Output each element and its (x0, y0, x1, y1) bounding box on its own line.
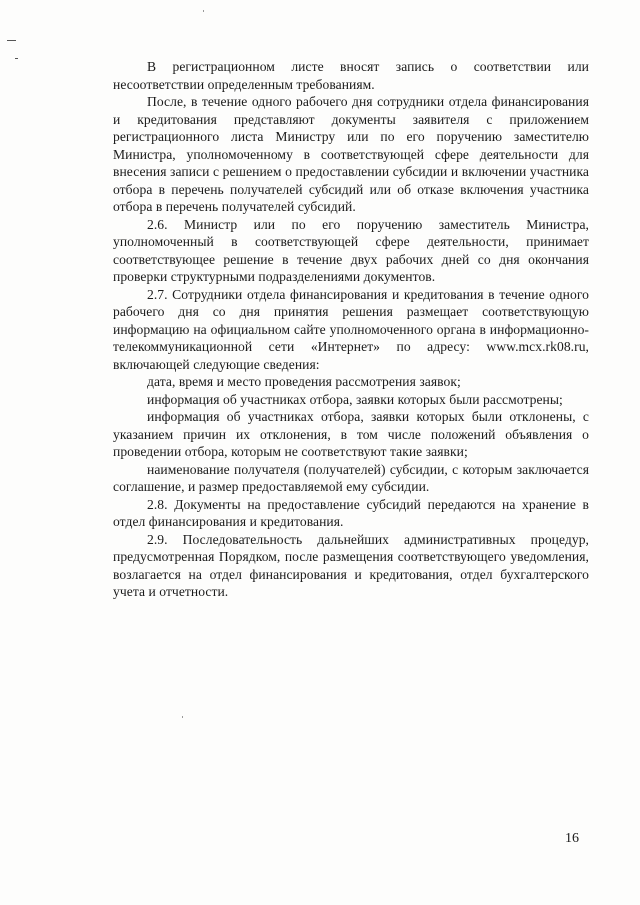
margin-mark (7, 40, 16, 41)
scan-speck (203, 10, 204, 12)
paragraph-2-8: 2.8. Документы на предоставление субсидий передаются на хранение в отдел финансирования и кредитования. (113, 496, 589, 529)
list-item-recipient-name: наименование получателя (получателей) субсидии, с которым заключается соглашение, и размер предоставляемой ему субсидии. (113, 461, 589, 494)
paragraph-registration-sheet: В регистрационном листе вносят запись о соответствии или несоответствии определенным требованиям. (113, 59, 589, 92)
paragraph-2-9: 2.9. Последовательность дальнейших административных процедур, предусмотренная Порядком, после размещения соответствующего уведомления, возлагается на отдел финансирования и кредитования, отдел бухгалтерского учета и отчетности. (113, 531, 589, 599)
paragraph-2-7: 2.7. Сотрудники отдела финансирования и кредитования в течение одного рабочего дня со дня принятия решения размещает соответствующую информацию на официальном сайте уполномоченного органа в информационно-телекоммуникационной сети «Интернет» по адресу: www.mcx.rk08.ru, включающей следующие сведения: (113, 286, 589, 372)
margin-mark (15, 58, 18, 59)
paragraph-2-6: 2.6. Министр или по его поручению заместитель Министра, уполномоченный в соответствующей сфере деятельности, принимает соответствующее решение в течение двух рабочих дней со дня окончания проверки структурными подразделениями документов. (113, 216, 589, 284)
scan-speck (182, 716, 183, 718)
paragraph-after-review: После, в течение одного рабочего дня сотрудники отдела финансирования и кредитования представляют документы заявителя с приложением регистрационного листа Министру или по его поручению заместителю Министра, уполномоченному в соответствующей сфере деятельности для внесения записи с решением о предоставлении субсидии и включении участника отбора в перечень получателей субсидий или об отказе включения участника отбора в перечень получателей субсидий. (113, 94, 589, 214)
list-item-reviewed-applications: информация об участниках отбора, заявки которых были рассмотрены; (147, 391, 563, 407)
list-item-date-time-place: дата, время и место проведения рассмотрения заявок; (147, 374, 461, 389)
document-body (113, 58, 589, 601)
page-number: 16 (565, 831, 579, 846)
list-item-rejected-applications: информация об участниках отбора, заявки которых были отклонены, с указанием причин их отклонения, в том числе положений объявления о проведении отбора, которым не соответствуют такие заявки; (113, 409, 589, 459)
